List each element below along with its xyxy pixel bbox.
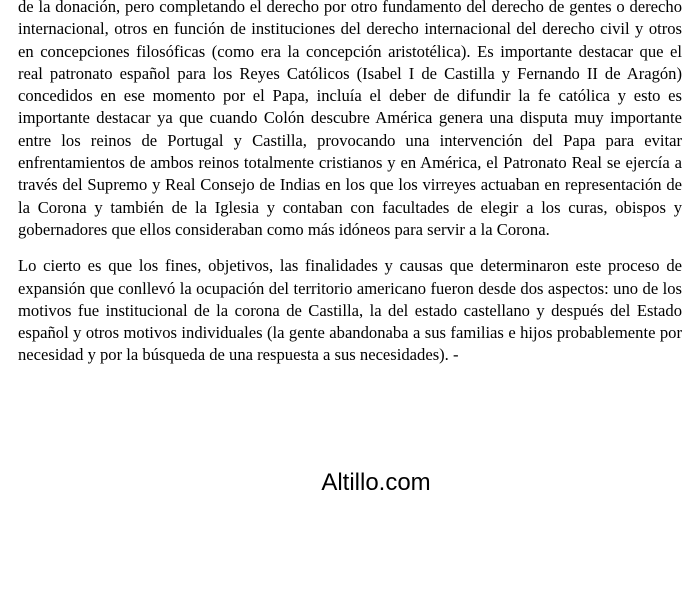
site-watermark: Altillo.com <box>321 469 431 496</box>
paragraph: de la donación, pero completando el derecho por otro fundamento del derecho de gentes o derecho internacional, otros en función de instituciones del derecho internacional del derecho civil y otros en concepciones filosóficas (como era la concepción aristotélica). Es importante destacar que el real patronato español para los Reyes Católicos (Isabel I de Castilla y Fernando II de Aragón) concedidos en ese momento por el Papa, incluía el deber de difundir la fe católica y esto es importante destacar ya que cuando Colón descubre América genera una disputa muy importante entre los reinos de Portugal y Castilla, provocando una intervención del Papa para evitar enfrentamientos de ambos reinos totalmente cristianos y en América, el Patronato Real se ejercía a través del Supremo y Real Consejo de Indias en los que los virreyes actuaban en representación de la Corona y también de la Iglesia y contaban con facultades de elegir a los curas, obispos y gobernadores que ellos consideraban como más idóneos para servir a la Corona. <box>18 0 682 239</box>
paragraph: Lo cierto es que los fines, objetivos, las finalidades y causas que determinaron este proceso de expansión que conllevó la ocupación del territorio americano fueron desde dos aspectos: uno de los motivos fue institucional de la corona de Castilla, la del estado castellano y después del Estado español y otros motivos individuales (la gente abandonaba a sus familias e hijos probablemente por necesidad y por la búsqueda de una respuesta a sus necesidades). - <box>18 256 682 365</box>
document-body <box>18 0 682 367</box>
